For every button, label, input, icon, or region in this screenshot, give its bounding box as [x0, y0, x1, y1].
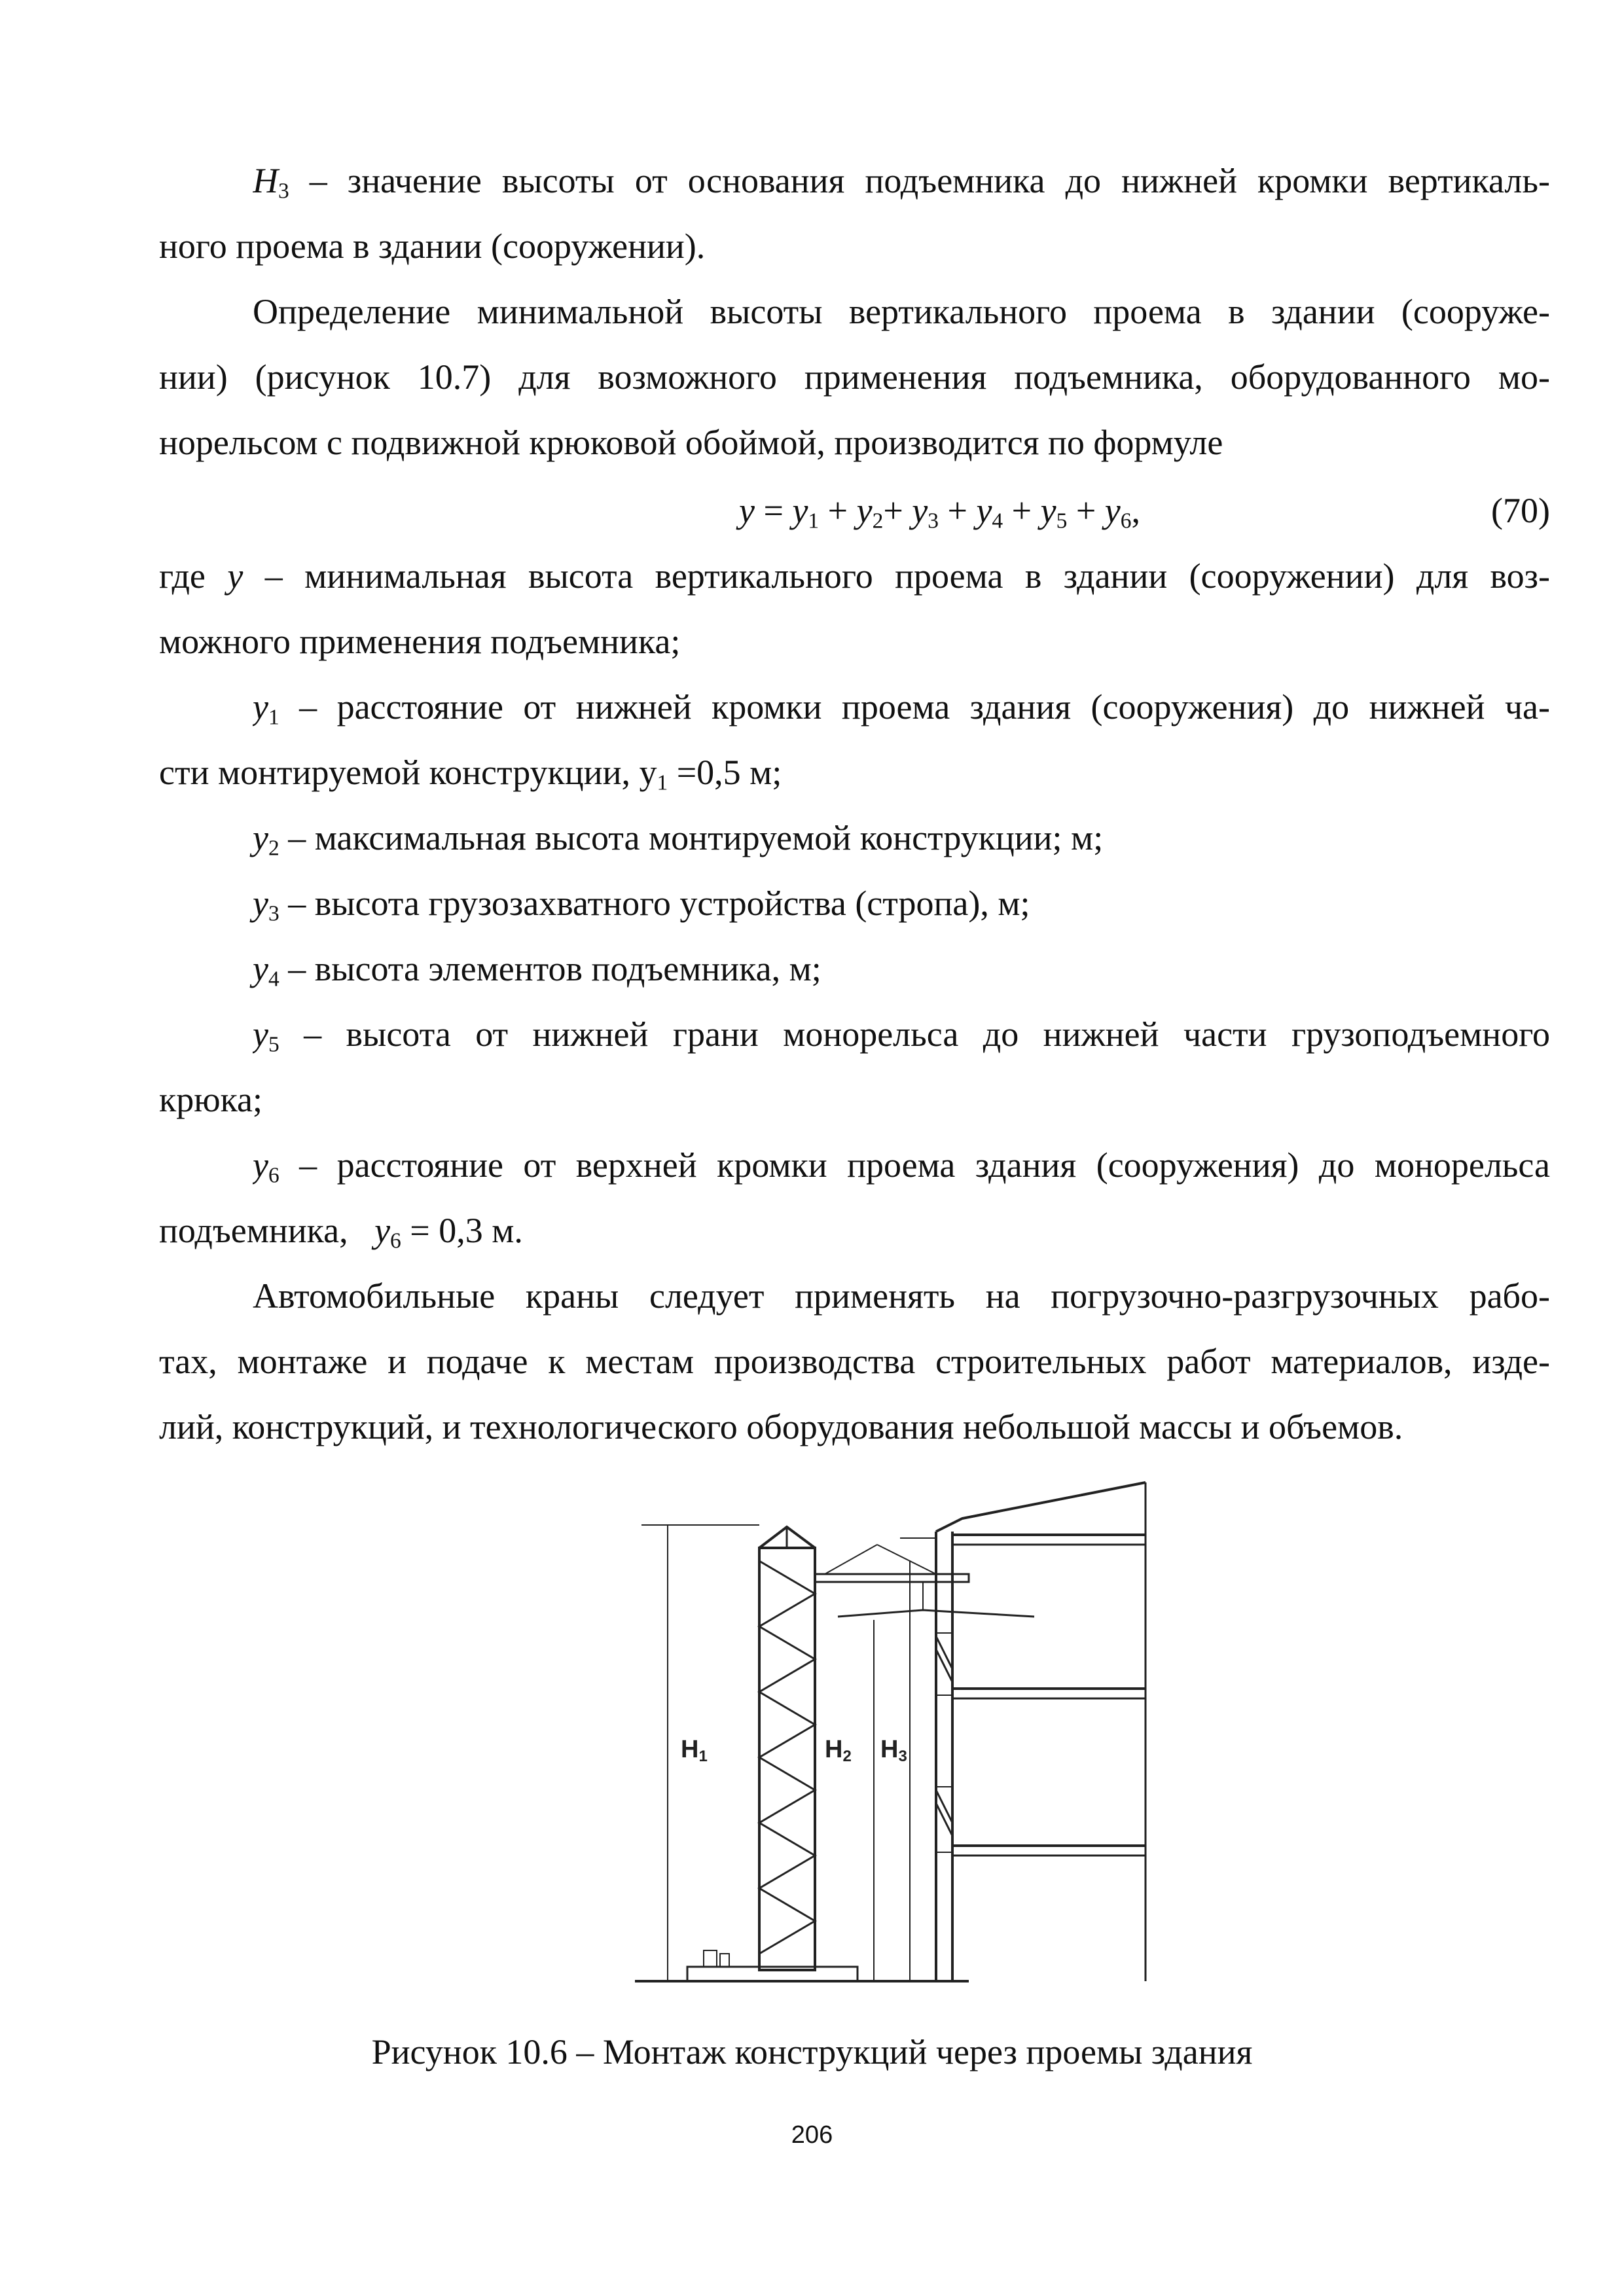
where-line-1: где y – минимальная высота вертикального проема в здании (сооружении) для воз- [159, 556, 1550, 596]
crane-mast [759, 1548, 815, 1970]
y5-definition-line-1: $y_5$ – высота от нижней грани монорельса до нижней части грузоподъемного [253, 1014, 1550, 1057]
figure-caption: Рисунок 10.6 – Монтаж конструкций через проемы здания [371, 2032, 1253, 2072]
building-roof [936, 1482, 1146, 1532]
h1-label: H1 [681, 1736, 708, 1765]
y1-definition-line-1: $y_1$ – расстояние от нижней кромки проема здания (сооружения) до нижней ча- [253, 687, 1550, 730]
definition-line-1: Определение минимальной высоты вертикального проема в здании (сооруже- [253, 292, 1550, 331]
h3-label: H3 [880, 1736, 907, 1765]
formula-number: (70) [1491, 491, 1550, 530]
formula-70 [159, 478, 1550, 543]
h3-definition-line-1: $H_3$ – значение высоты от основания подъемника до нижней кромки вертикаль- [253, 161, 1550, 204]
cranes-line-1: Автомобильные краны следует применять на погрузочно-разгрузочных рабо- [253, 1276, 1550, 1316]
monorail-boom [815, 1574, 969, 1582]
y5-definition-line-2: крюка; [159, 1080, 262, 1119]
y6-definition-line-1: $y_6$ – расстояние от верхней кромки проема здания (сооружения) до монорельса [253, 1145, 1550, 1188]
where-line-2: можного применения подъемника; [159, 622, 681, 661]
definition-line-3: норельсом с подвижной крюковой обоймой, производится по формуле [159, 423, 1223, 462]
y3-definition: $y_3$ – высота грузозахватного устройства (стропа), м; [253, 884, 1030, 926]
definition-line-2: нии) (рисунок 10.7) для возможного применения подъемника, оборудованного мо- [159, 357, 1550, 397]
figure-crane-building [628, 1469, 1152, 2016]
h2-label: H2 [825, 1736, 852, 1765]
y6-definition-line-2: подъемника, $y_6 = 0,3$ м. [159, 1211, 523, 1253]
y4-definition: $y_4$ – высота элементов подъемника, м; [253, 949, 821, 992]
y2-definition: $y_2$ – максимальная высота монтируемой конструкции; м; [253, 818, 1104, 861]
cranes-line-3: лий, конструкций, и технологического оборудования небольшой массы и объемов. [159, 1407, 1403, 1446]
formula-expression: $y = y_1 + y_2+ y_3 + y_4 + y_5 + y_6$, [739, 491, 1140, 533]
h3-definition-line-2: ного проема в здании (сооружении). [159, 226, 706, 266]
page-number: 206 [791, 2121, 833, 2149]
y1-definition-line-2: сти монтируемой конструкции, $y_1 =0,5$ м; [159, 753, 782, 795]
cranes-line-2: тах, монтаже и подаче к местам производства строительных работ материалов, изде- [159, 1342, 1550, 1381]
